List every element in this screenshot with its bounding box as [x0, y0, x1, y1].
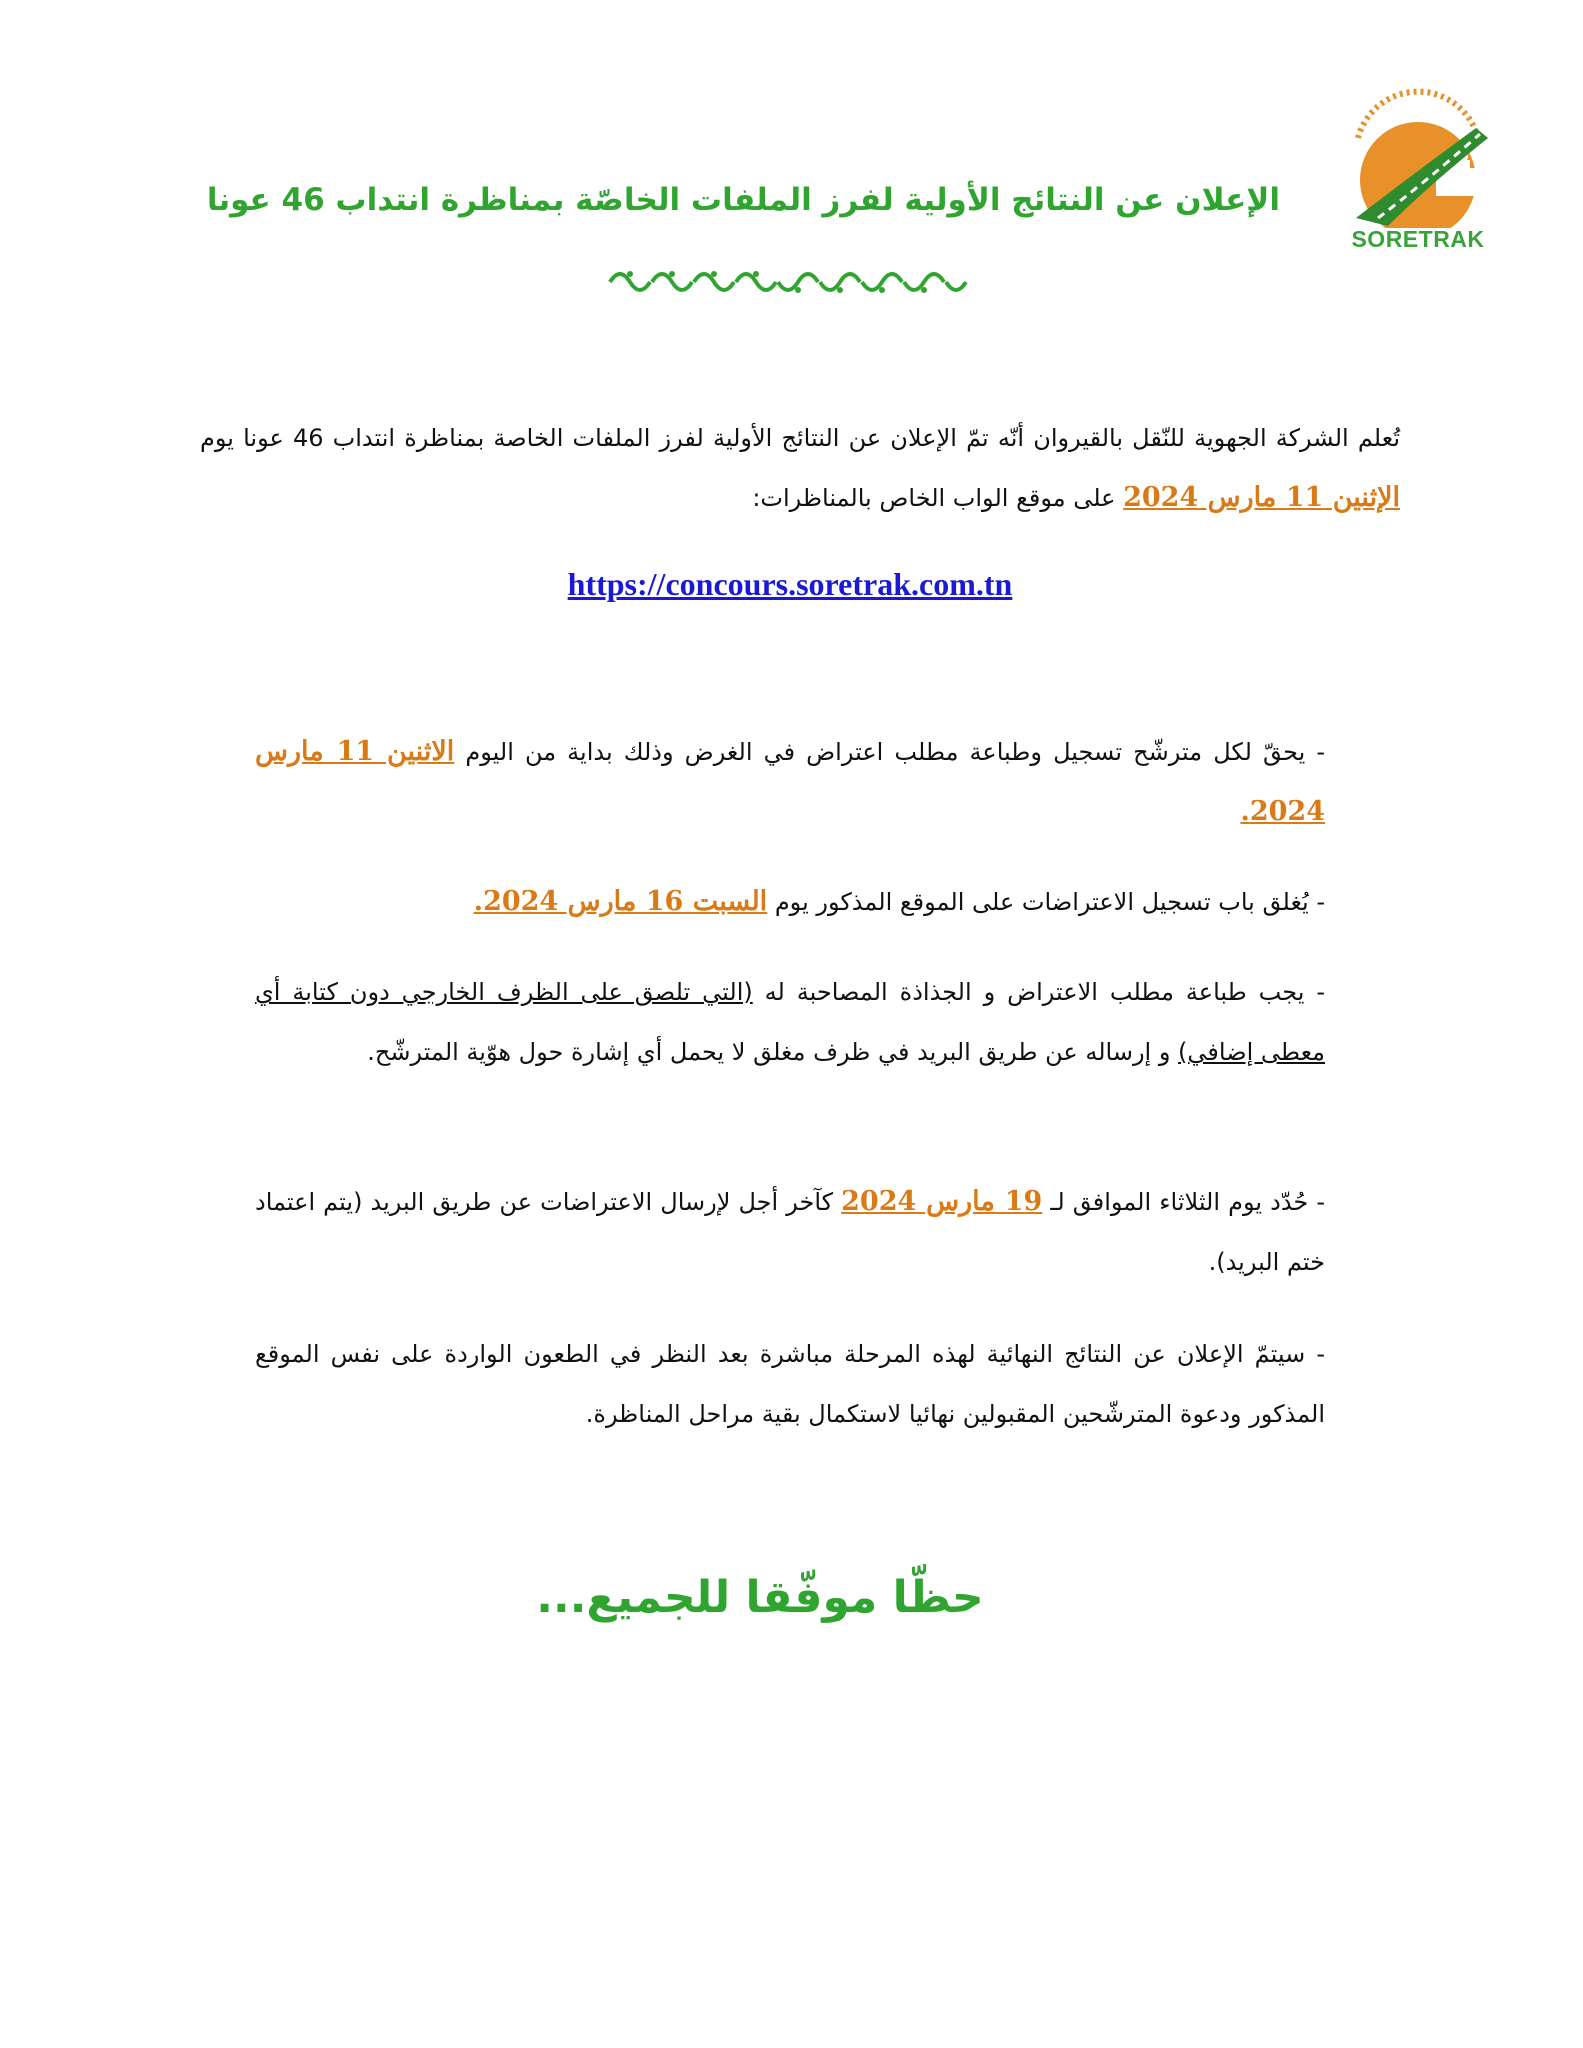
- intro-text-end: على موقع الواب الخاص بالمناظرات:: [752, 484, 1124, 512]
- item4-text-end: كآخر أجل لإرسال الاعتراضات عن طريق البريد (يتم اعتماد ختم البريد).: [255, 1188, 1325, 1276]
- list-item-print-and-mail: [255, 962, 1325, 1082]
- item4-date: 19 مارس 2024: [841, 1186, 1043, 1217]
- logo-emblem-icon: [1338, 68, 1498, 228]
- list-item-final-results: [255, 1324, 1325, 1444]
- item3-text-end: و إرساله عن طريق البريد في ظرف مغلق لا يحمل أي إشارة حول هوّية المترشّح.: [367, 1038, 1179, 1066]
- item3-underlined-note: (التي تلصق على الظرف الخارجي دون كتابة أي معطى إضافي): [255, 978, 1325, 1066]
- list-item-registration-close: [255, 872, 1325, 932]
- intro-date: الإثنين 11 مارس 2024: [1123, 482, 1400, 513]
- item2-date: السبت 16 مارس 2024.: [473, 886, 768, 917]
- item4-text-start: - حُدّد يوم الثلاثاء الموافق لـ: [1042, 1188, 1325, 1216]
- list-item-mail-deadline: [255, 1172, 1325, 1292]
- decorative-border-icon: [600, 262, 980, 302]
- closing-wish: حظّا موفّقا للجميع...: [536, 1572, 984, 1623]
- intro-paragraph: [200, 408, 1400, 528]
- item1-date: الاثنين 11 مارس 2024.: [255, 736, 1325, 827]
- announcement-title: الإعلان عن النتائج الأولية لفرز الملفات الخاصّة بمناظرة انتداب 46 عونا: [206, 182, 1280, 218]
- logo-brand-text: SORETRAK: [1351, 226, 1485, 252]
- item1-text: - يحقّ لكل مترشّح تسجيل وطباعة مطلب اعتراض في الغرض وذلك بداية من اليوم: [454, 738, 1326, 766]
- intro-text-start: تُعلم الشركة الجهوية للنّقل بالقيروان أنّه تمّ الإعلان عن النتائج الأولية لفرز الملفات الخاصة بمناظرة انتداب 46 عونا يوم: [200, 424, 1401, 452]
- contest-website-link[interactable]: https://concours.soretrak.com.tn: [567, 566, 1013, 602]
- list-item-objection-right: [255, 722, 1325, 842]
- item3-text-start: - يجب طباعة مطلب الاعتراض و الجذاذة المصاحبة له: [752, 978, 1325, 1006]
- item2-text: - يُغلق باب تسجيل الاعتراضات على الموقع المذكور يوم: [767, 888, 1325, 916]
- soretrak-logo: [1338, 68, 1498, 258]
- item5-text: - سيتمّ الإعلان عن النتائج النهائية لهذه المرحلة مباشرة بعد النظر في الطعون الواردة على نفس الموقع المذكور ودعوة المترشّحين المقبولين نهائيا لاستكمال بقية مراحل المناظرة.: [255, 1340, 1325, 1428]
